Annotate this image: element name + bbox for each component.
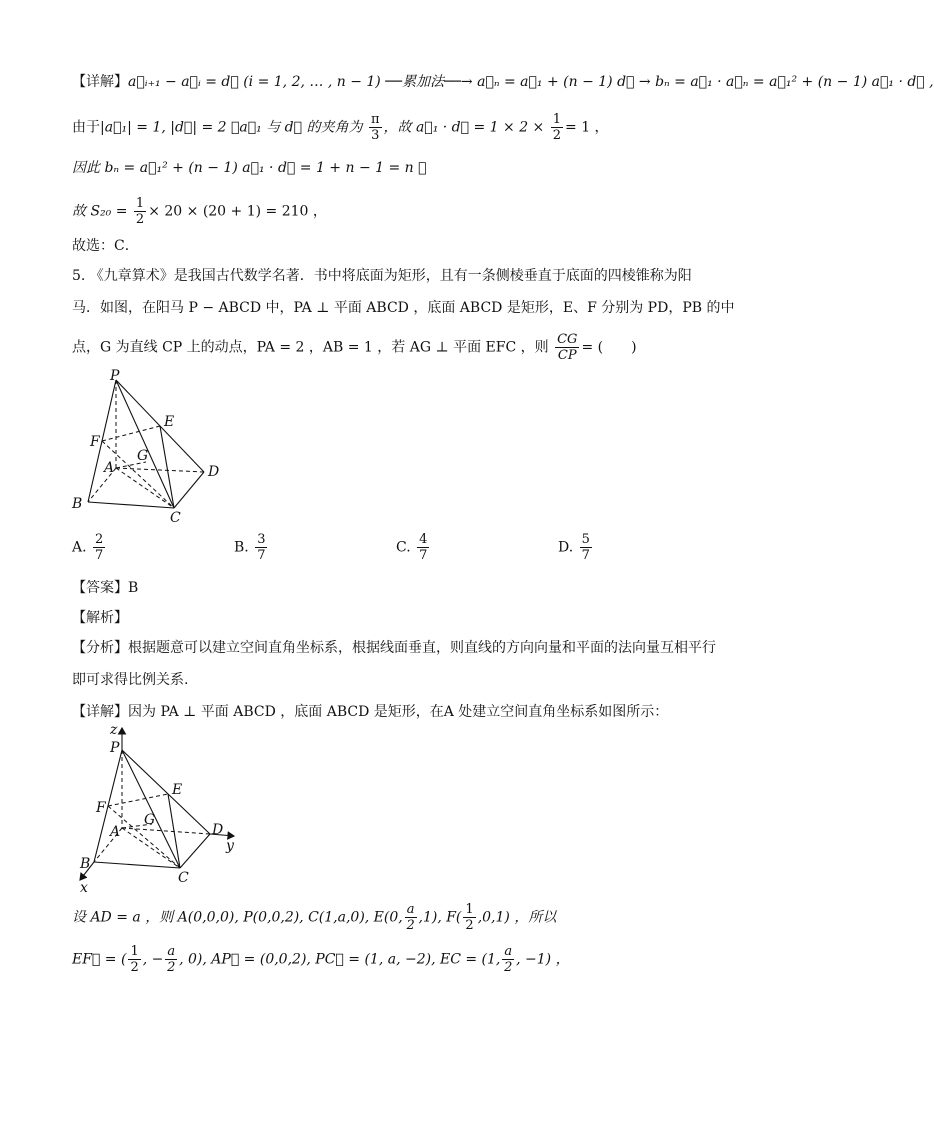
fraction-pi-3: $\frac{\pi}{3}$ [370, 112, 380, 143]
fraction-1-2: $\frac{1}{2}$ [552, 112, 562, 143]
option-d[interactable]: D. $\frac{5}{7}$ [558, 532, 590, 563]
label-C: C [178, 870, 189, 886]
label-F: F [96, 800, 106, 816]
sequence-derivation-line [72, 72, 934, 92]
question-5-line-1: 5. 《九章算术》是我国古代数学名著．书中将底面为矩形，且有一条侧棱垂直于底面的四棱锥称为阳 [72, 268, 692, 284]
given-values-line [72, 112, 609, 143]
label-B: B [72, 496, 83, 512]
formula: = 1 ， [565, 119, 609, 136]
label-E: E [172, 782, 183, 798]
label-D: D [208, 464, 220, 480]
label-P: P [110, 740, 120, 756]
label-A: A [104, 460, 115, 476]
label-x: x [80, 880, 88, 896]
label-B: B [80, 856, 91, 872]
text: 故选：C． [72, 238, 139, 254]
formula: 故 S₂₀ = [72, 203, 128, 220]
label-G: G [144, 812, 156, 828]
question-5-line-3: 点，G 为直线 CP 上的动点，PA = 2 ，AB = 1 ，若 AG ⊥ 平面 EFC ，则 $\frac{CG}{CP}$ = ( ) [72, 332, 637, 363]
label-z: z [110, 722, 118, 738]
analysis-tag: 【解析】 [72, 610, 128, 626]
formula: a⃗ᵢ₊₁ − a⃗ᵢ = d⃗ (i = 1, 2, … , n − 1) ──累加法──→ a⃗ₙ = a⃗₁ + (n − 1) d⃗ → bₙ = a⃗₁ · a⃗ₙ = a⃗₁² + (n − 1) a⃗₁ · d⃗ , [128, 74, 934, 90]
label-P: P [110, 368, 120, 384]
answer-line: 【答案】B [72, 580, 139, 596]
formula: ，故 a⃗₁ · d⃗ = 1 × 2 × [383, 119, 545, 136]
question-5-line-2: 马．如图，在阳马 P − ABCD 中，PA ⊥ 平面 ABCD ，底面 ABCD 是矩形，E、F 分别为 PD，PB 的中 [72, 300, 735, 316]
label-C: C [170, 510, 181, 526]
pyramid-figure [66, 368, 236, 524]
formula: × 20 × (20 + 1) = 210 ， [148, 203, 327, 220]
choice-line [72, 236, 139, 256]
detail-line: 【详解】因为 PA ⊥ 平面 ABCD ，底面 ABCD 是矩形，在A 处建立空间直角坐标系如图所示： [72, 704, 669, 720]
fraction-1-2: $\frac{1}{2}$ [135, 196, 145, 227]
option-b[interactable]: B. $\frac{3}{7}$ [234, 532, 266, 563]
label-y: y [226, 838, 234, 854]
formula: |a⃗₁| = 1, |d⃗| = 2 ，a⃗₁ 与 d⃗ 的夹角为 [100, 119, 363, 136]
text: 由于 [72, 119, 100, 136]
option-a[interactable]: A. $\frac{2}{7}$ [72, 532, 104, 563]
formula: 因此 bₙ = a⃗₁² + (n − 1) a⃗₁ · d⃗ = 1 + n − 1 = n ， [72, 160, 427, 176]
option-c[interactable]: C. $\frac{4}{7}$ [396, 532, 428, 563]
label-E: E [164, 414, 175, 430]
vectors-line: EF⃗ = ( $\frac{1}{2}$ , − $\frac{a}{2}$ , 0), AP⃗ = (0,0,2), PC⃗ = (1, a, −2), EC = (1, $\frac{a}{2}$ , −1) ， [72, 944, 570, 975]
label-F: F [90, 434, 100, 450]
fenxi-line-2: 即可求得比例关系. [72, 672, 189, 688]
detail-tag: 【详解】 [72, 74, 128, 90]
coordinate-pyramid-figure [66, 722, 256, 898]
label-D: D [212, 822, 224, 838]
label-G: G [137, 448, 149, 464]
sum-line [72, 196, 327, 227]
coordinates-line: 设 AD = a ，则 A(0,0,0), P(0,0,2), C(1,a,0), E(0, $\frac{a}{2}$ ,1), F( $\frac{1}{2}$ ,0,1) ，所以 [72, 902, 557, 933]
fenxi-line-1: 【分析】根据题意可以建立空间直角坐标系，根据线面垂直，则直线的方向向量和平面的法向量互相平行 [72, 640, 716, 656]
bn-result-line [72, 158, 427, 178]
label-A: A [110, 824, 121, 840]
fraction-cg-cp: $\frac{CG}{CP}$ [557, 332, 578, 363]
